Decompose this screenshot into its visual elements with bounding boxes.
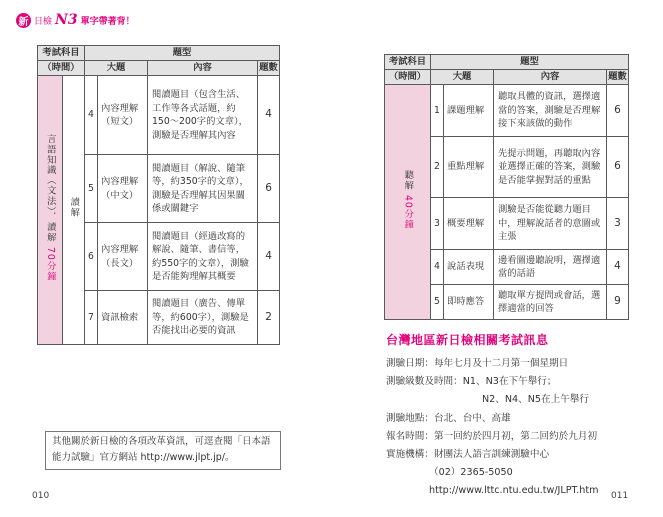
info-label: 測驗級數及時間： xyxy=(386,376,463,388)
row-name: 內容理解（長文） xyxy=(98,223,148,291)
row-count: 4 xyxy=(258,76,280,155)
page-number-left: 010 xyxy=(32,491,50,501)
header-slogan: 單字帶著背！ xyxy=(80,16,135,27)
info-value: http://www.lttc.ntu.edu.tw/JLPT.htm xyxy=(429,485,599,497)
info-label: 測驗日期： xyxy=(386,358,434,369)
jlpt-website-note: 其他關於新日檢的各項改革資訊，可逕查閱「日本語能力試驗」官方網站 http://www.jlpt.jp/。 xyxy=(45,431,281,470)
row-desc: 閱讀題目（廣告、傳單等，約600字），測驗是否能找出必要的資訊 xyxy=(148,291,258,345)
row-desc: 聽取具體的資訊，選擇適當的答案，測驗是否理解接下來該做的動作 xyxy=(494,85,607,137)
header-time: （時間） xyxy=(38,61,85,76)
row-desc: 閱讀題目（經過改寫的解說、隨筆、書信等，約550字的文章），測驗是否能夠理解其概要 xyxy=(148,223,258,291)
row-name: 即時應答 xyxy=(444,285,494,320)
row-desc: 閱讀題目（解說、隨筆等，約350字的文章），測驗是否理解其因果關係或關鍵字 xyxy=(148,155,258,223)
info-value: 財團法人語言訓練測驗中心 xyxy=(433,449,550,461)
header-dai: 大題 xyxy=(431,70,494,85)
header-dai: 大題 xyxy=(85,61,148,76)
exam-table-left xyxy=(37,45,280,345)
row-number: 5 xyxy=(85,155,98,223)
exam-table-right xyxy=(384,54,629,320)
info-value: N1、N3在下午舉行； xyxy=(462,376,557,388)
info-value: 台北、台中、高雄 xyxy=(433,412,511,424)
row-count: 6 xyxy=(607,85,629,137)
info-line xyxy=(386,410,656,428)
header-badge: 新 xyxy=(16,13,31,28)
section-cell xyxy=(63,76,85,345)
row-number: 4 xyxy=(85,76,98,155)
info-value: 每年七月及十二月第一個星期日 xyxy=(433,358,569,369)
header-n3: N3 xyxy=(55,12,78,28)
header-type: 題型 xyxy=(85,46,280,61)
header-type: 題型 xyxy=(431,55,629,70)
info-value: （02）2365-5050 xyxy=(429,467,513,479)
row-number: 3 xyxy=(431,198,444,250)
info-label: 實施機構： xyxy=(386,449,434,461)
info-value: 第一回約於四月初，第二回約於九月初 xyxy=(433,430,598,442)
info-line xyxy=(386,446,656,464)
section-label: 讀解 xyxy=(68,197,80,219)
info-label: 測驗地點： xyxy=(386,412,434,424)
row-count: 4 xyxy=(607,250,629,285)
page-number-right: 011 xyxy=(611,491,629,501)
row-number: 2 xyxy=(431,137,444,198)
info-line xyxy=(386,355,656,373)
info-line xyxy=(386,464,656,482)
row-name: 內容理解（短文） xyxy=(98,76,148,155)
info-title: 台灣地區新日檢相關考試訊息 xyxy=(386,333,549,347)
row-desc: 聽取單方提問或會話，選擇適當的回答 xyxy=(494,285,607,320)
info-line xyxy=(386,373,656,391)
header-naiyou: 內容 xyxy=(148,61,258,76)
row-name: 資訊檢索 xyxy=(98,291,148,345)
info-value: N2、N4、N5在上午舉行 xyxy=(482,394,589,406)
header-naiyou: 內容 xyxy=(494,70,607,85)
header-count: 題數 xyxy=(258,61,280,76)
row-number: 1 xyxy=(431,85,444,137)
row-name: 內容理解（中文） xyxy=(98,155,148,223)
row-name: 重點理解 xyxy=(444,137,494,198)
row-desc: 測驗是否能從聽力題目中，理解說話者的意圖或主張 xyxy=(494,198,607,250)
row-desc: 閱讀題目（包含生活、工作等各式話題，約150～200字的文章），測驗是否理解其內容 xyxy=(148,76,258,155)
row-count: 4 xyxy=(258,223,280,291)
exam-info-list xyxy=(386,355,656,501)
row-number: 4 xyxy=(431,250,444,285)
row-count: 9 xyxy=(607,285,629,320)
row-count: 2 xyxy=(258,291,280,345)
row-desc: 邊看圖邊聽說明，選擇適當的話語 xyxy=(494,250,607,285)
row-number: 7 xyxy=(85,291,98,345)
header-count: 題數 xyxy=(607,70,629,85)
row-name: 說話表現 xyxy=(444,250,494,285)
subject-time: 40分鐘 xyxy=(402,195,414,230)
row-count: 6 xyxy=(258,155,280,223)
row-count: 6 xyxy=(607,137,629,198)
row-count: 3 xyxy=(607,198,629,250)
subject-cell xyxy=(38,76,63,345)
row-name: 概要理解 xyxy=(444,198,494,250)
header-time: （時間） xyxy=(385,70,431,85)
info-label: 報名時間： xyxy=(386,430,434,442)
header-subject: 考試科目 xyxy=(385,55,431,70)
row-name: 課題理解 xyxy=(444,85,494,137)
header-small-text: 日檢 xyxy=(34,16,53,27)
subject-time: 70分鐘 xyxy=(44,247,56,282)
subject-label: 聽解 xyxy=(402,169,414,191)
row-number: 5 xyxy=(431,285,444,320)
header-subject: 考試科目 xyxy=(38,46,85,61)
subject-label: 言語知識（文法）．讀解 xyxy=(44,133,56,243)
subject-cell xyxy=(385,85,431,320)
row-desc: 先提示問題，再聽取內容並選擇正確的答案，測驗是否能掌握對話的重點 xyxy=(494,137,607,198)
info-line xyxy=(386,391,656,409)
row-number: 6 xyxy=(85,223,98,291)
book-header xyxy=(16,12,135,28)
info-line xyxy=(386,428,656,446)
